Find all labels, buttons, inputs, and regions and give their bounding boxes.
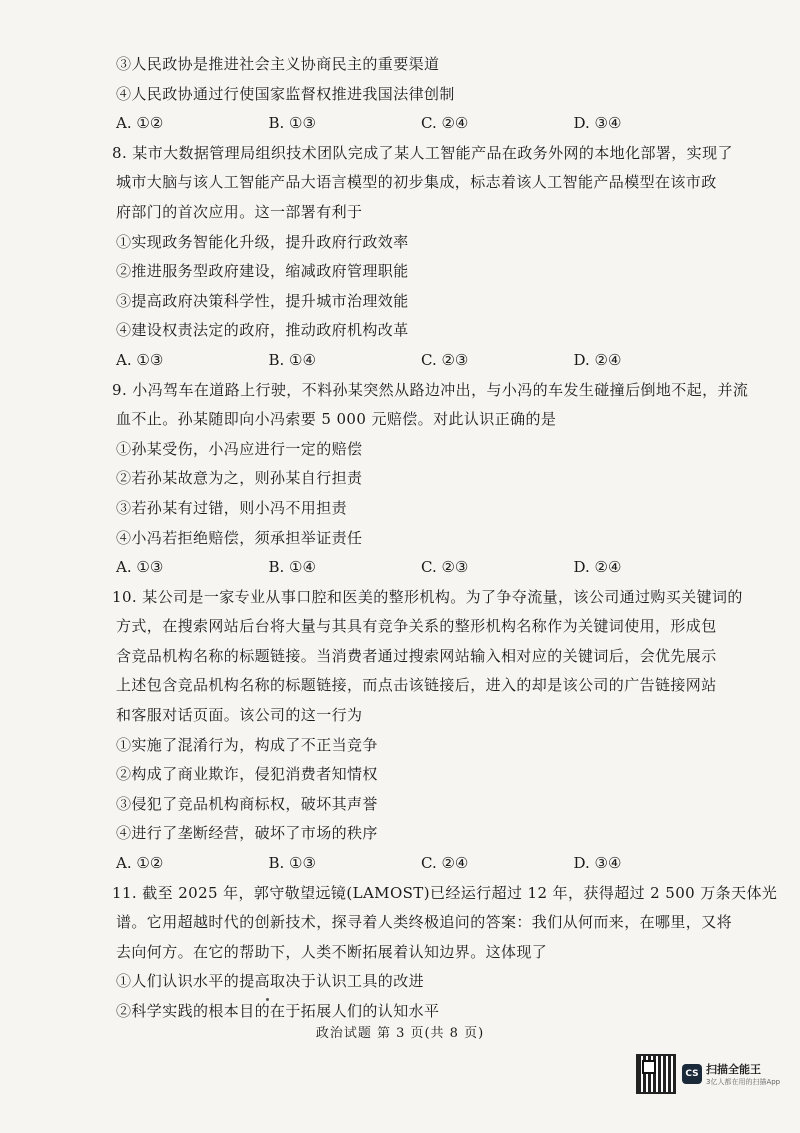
- q9-stem-line-2: 血不止。孙某随即向小冯索要 5 000 元赔偿。对此认识正确的是: [116, 410, 557, 429]
- q7-choice-c: C. ②④: [421, 114, 469, 133]
- q8-choice-c: C. ②③: [421, 350, 469, 369]
- q8-stem-line-1: 8. 某市大数据管理局组织技术团队完成了某人工智能产品在政务外网的本地化部署，实现了: [112, 143, 733, 162]
- q9-choice-d: D. ②④: [573, 558, 622, 577]
- q8-choice-b: B. ①④: [268, 350, 316, 369]
- q10-item-4: ④进行了垄断经营，破坏了市场的秩序: [116, 824, 378, 843]
- q7-item-4: ④人民政协通过行使国家监督权推进我国法律创制: [116, 84, 455, 103]
- q9-choice-a: A. ①③: [116, 558, 164, 577]
- q8-choice-d: D. ②④: [573, 350, 622, 369]
- q9-stem-line-1: 9. 小冯驾车在道路上行驶，不料孙某突然从路边冲出，与小冯的车发生碰撞后倒地不起，并流: [112, 380, 749, 399]
- q7-choice-b: B. ①③: [268, 114, 316, 133]
- q8-item-2: ②推进服务型政府建设，缩减政府管理职能: [116, 262, 409, 281]
- q10-choice-c: C. ②④: [421, 854, 469, 873]
- q11-stem-line-2: 谱。它用超越时代的创新技术，探寻着人类终极追问的答案：我们从何而来，在哪里，又将: [116, 913, 733, 932]
- q7-item-3: ③人民政协是推进社会主义协商民主的重要渠道: [116, 55, 440, 73]
- q11-item-2: ②科学实践的根本目的在于拓展人们的认知水平: [116, 1002, 440, 1020]
- q10-stem-line-1: 10. 某公司是一家专业从事口腔和医美的整形机构。为了争夺流量，该公司通过购买关键词的: [112, 587, 743, 606]
- qr-code-icon: [636, 1054, 676, 1094]
- q10-stem-line-5: 和客服对话页面。该公司的这一行为: [116, 706, 363, 725]
- q9-choice-b: B. ①④: [268, 558, 316, 577]
- scanner-watermark: [636, 1052, 796, 1096]
- q9-choice-c: C. ②③: [421, 558, 469, 577]
- page-footer: 政治试题 第 3 页(共 8 页): [315, 1026, 485, 1041]
- q8-item-3: ③提高政府决策科学性，提升城市治理效能: [116, 291, 409, 310]
- q10-choice-d: D. ③④: [573, 854, 622, 873]
- q10-stem-line-4: 上述包含竞品机构名称的标题链接，而点击该链接后，进入的却是该公司的广告链接网站: [116, 676, 717, 695]
- q10-stem-line-2: 方式，在搜索网站后台将大量与其具有竞争关系的整形机构名称作为关键词使用，形成包: [116, 617, 717, 636]
- scan-speck: [266, 998, 269, 1001]
- scanner-text: [706, 1061, 780, 1087]
- camscanner-logo: CS: [682, 1064, 702, 1084]
- q8-choices: [116, 346, 726, 376]
- q10-item-2: ②构成了商业欺诈，侵犯消费者知情权: [116, 765, 378, 784]
- q9-item-4: ④小冯若拒绝赔偿，须承担举证责任: [116, 528, 363, 547]
- q10-choices: [116, 849, 726, 879]
- scanner-subtitle: 3亿人都在用的扫描App: [706, 1078, 781, 1086]
- q10-stem-line-3: 含竞品机构名称的标题链接。当消费者通过搜索网站输入相对应的关键词后，会优先展示: [116, 646, 717, 665]
- page-content: [112, 50, 778, 1027]
- q9-item-2: ②若孙某故意为之，则孙某自行担责: [116, 469, 363, 488]
- q9-choices: [116, 553, 726, 583]
- q7-choices: [116, 109, 726, 139]
- q8-stem-line-2: 城市大脑与该人工智能产品大语言模型的初步集成，标志着该人工智能产品模型在该市政: [116, 173, 717, 192]
- q10-item-1: ①实施了混淆行为，构成了不正当竞争: [116, 735, 378, 754]
- q9-item-1: ①孙某受伤，小冯应进行一定的赔偿: [116, 439, 363, 458]
- q9-item-3: ③若孙某有过错，则小冯不用担责: [116, 498, 348, 517]
- q7-choice-d: D. ③④: [573, 114, 622, 133]
- q8-stem-line-3: 府部门的首次应用。这一部署有利于: [116, 202, 363, 221]
- q8-item-4: ④建设权责法定的政府，推动政府机构改革: [116, 321, 409, 340]
- scanner-title: 扫描全能王: [706, 1063, 761, 1076]
- q8-item-1: ①实现政务智能化升级，提升政府行政效率: [116, 232, 409, 251]
- q7-choice-a: A. ①②: [116, 114, 164, 133]
- q11-stem-line-1: 11. 截至 2025 年，郭守敬望远镜(LAMOST)已经运行超过 12 年，获得超过 2 500 万条天体光: [112, 883, 778, 902]
- q10-choice-b: B. ①③: [268, 854, 316, 873]
- q11-stem-line-3: 去向何方。在它的帮助下，人类不断拓展着认知边界。这体现了: [116, 942, 548, 961]
- q10-choice-a: A. ①②: [116, 854, 164, 873]
- q8-choice-a: A. ①③: [116, 350, 164, 369]
- q10-item-3: ③侵犯了竞品机构商标权，破坏其声誉: [116, 794, 378, 813]
- q11-item-1: ①人们认识水平的提高取决于认识工具的改进: [116, 972, 425, 991]
